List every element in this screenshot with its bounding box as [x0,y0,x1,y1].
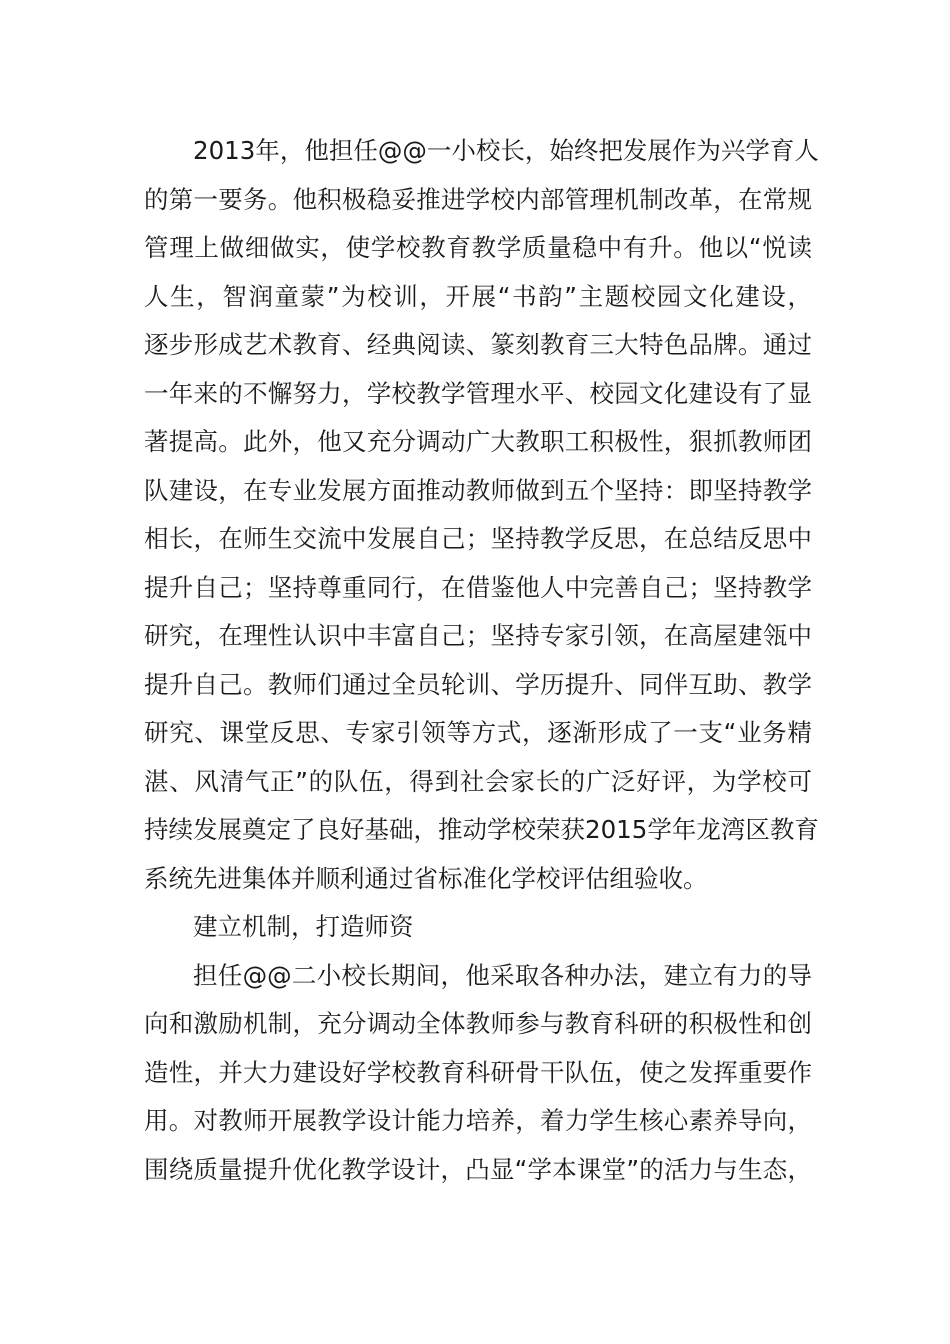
text-line: 系统先进集体并顺利通过省标准化学校评估组验收。 [144,863,708,893]
text-line: 用。对教师开展教学设计能力培养，着力学生核心素养导向， [144,1106,812,1135]
text-line: 相长，在师生交流中发展自己；坚持教学反思，在总结反思中 [144,524,812,553]
text-line: 2013年，他担任@@一小校长，始终把发展作为兴学育人 [193,136,819,165]
paragraph-principal-first-school [144,127,819,903]
text-line: 的第一要务。他积极稳妥推进学校内部管理机制改革，在常规 [144,184,812,214]
text-line: 提升自己；坚持尊重同行，在借鉴他人中完善自己；坚持教学 [144,572,812,602]
text-line: 管理上做细做实，使学校教育教学质量稳中有升。他以“悦读 [144,233,812,262]
text-line: 湛、风清气正”的队伍，得到社会家长的广泛好评，为学校可 [144,766,812,796]
text-line: 人生，智润童蒙”为校训，开展“书韵”主题校园文化建设， [144,281,812,311]
text-line: 逐步形成艺术教育、经典阅读、篆刻教育三大特色品牌。通过 [144,330,812,359]
text-line: 持续发展奠定了良好基础，推动学校荣获2015学年龙湾区教育 [144,815,819,844]
text-line: 队建设，在专业发展方面推动教师做到五个坚持：即坚持教学 [144,475,812,505]
text-line: 著提高。此外，他又充分调动广大教职工积极性，狠抓教师团 [144,427,812,456]
heading-line: 建立机制，打造师资 [193,912,414,941]
document-body [144,127,819,1194]
text-line: 围绕质量提升优化教学设计，凸显“学本课堂”的活力与生态， [144,1154,812,1184]
text-line: 一年来的不懈努力，学校教学管理水平、校园文化建设有了显 [144,378,812,408]
paragraph-principal-second-school [144,952,812,1195]
text-line: 研究，在理性认识中丰富自己；坚持专家引领，在高屋建瓴中 [144,621,812,650]
text-line: 担任@@二小校长期间，他采取各种办法，建立有力的导 [193,960,812,990]
text-line: 研究、课堂反思、专家引领等方式，逐渐形成了一支“业务精 [144,718,812,747]
text-line: 提升自己。教师们通过全员轮训、学历提升、同伴互助、教学 [144,669,812,699]
text-line: 向和激励机制，充分调动全体教师参与教育科研的积极性和创 [144,1009,812,1038]
section-heading [144,903,812,952]
text-line: 造性，并大力建设好学校教育科研骨干队伍，使之发挥重要作 [144,1057,812,1087]
